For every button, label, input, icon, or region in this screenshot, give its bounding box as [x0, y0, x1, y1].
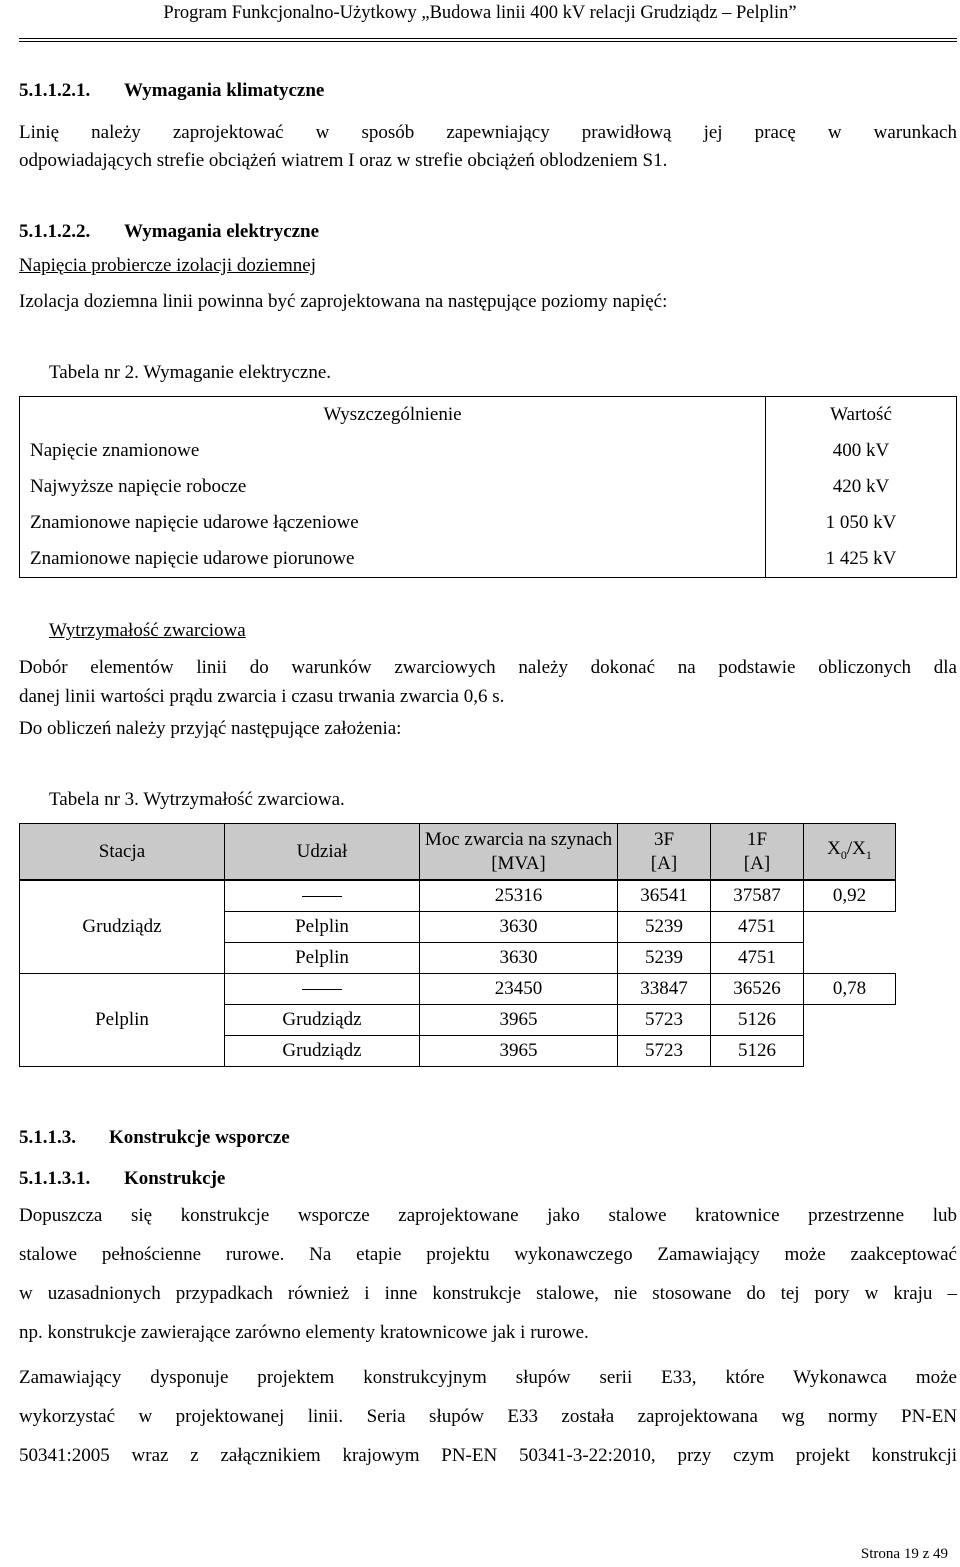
structures-p2-line-3: 50341:2005 wraz z załącznikiem krajowym PN-EN 50341-3-22:2010, przy czym projekt konstrukcji: [19, 1445, 957, 1466]
dash-mark: [302, 896, 342, 897]
share-cell: [225, 880, 420, 912]
ratio-cell: 0,92: [804, 880, 896, 912]
header-line: 3F: [653, 828, 675, 850]
table3-caption: Tabela nr 3. Wytrzymałość zwarciowa.: [49, 789, 345, 810]
row-value: 1 050 kV: [766, 505, 957, 541]
f1-cell: 36526: [711, 974, 804, 1005]
ratio-sub-0: 0: [840, 847, 847, 862]
section-heading-electric: [19, 221, 319, 243]
table2-caption: Tabela nr 2. Wymaganie elektryczne.: [49, 362, 332, 383]
header-unit: [A]: [650, 852, 678, 874]
empty-cell: [804, 1005, 896, 1036]
empty-cell: [804, 1036, 896, 1067]
table-row: [20, 433, 957, 469]
table-row: [20, 541, 957, 578]
column-header-3f: [618, 824, 711, 881]
header-line: Moc zwarcia na szynach: [424, 828, 613, 850]
ratio-x: X: [827, 837, 841, 859]
column-header-station: Stacja: [20, 824, 225, 881]
page-number: Strona 19 z 49: [860, 1546, 948, 1562]
f1-cell: 4751: [711, 943, 804, 974]
section-title: Konstrukcje wsporcze: [109, 1127, 290, 1148]
column-header-spec: Wyszczególnienie: [20, 397, 766, 434]
empty-cell: [804, 943, 896, 974]
row-value: 1 425 kV: [766, 541, 957, 578]
column-header-1f: [711, 824, 804, 881]
f1-cell: 5126: [711, 1005, 804, 1036]
share-cell: Pelplin: [225, 912, 420, 943]
column-header-value: Wartość: [766, 397, 957, 434]
section-title: Wymagania klimatyczne: [124, 80, 325, 101]
share-cell: Grudziądz: [225, 1036, 420, 1067]
electrical-requirements-table: [19, 396, 957, 578]
f1-cell: 5126: [711, 1036, 804, 1067]
page-header: Program Funkcjonalno-Użytkowy „Budowa linii 400 kV relacji Grudziądz – Pelplin”: [163, 3, 797, 23]
short-circuit-line-2: danej linii wartości prądu zwarcia i czasu trwania zwarcia 0,6 s.: [19, 686, 505, 707]
table-header-row: [20, 824, 896, 881]
subheading-test-voltages: Napięcia probiercze izolacji doziemnej: [19, 255, 316, 276]
structures-p2-line-2: wykorzystać w projektowanej linii. Seria słupów E33 została zaprojektowana wg normy PN-EN: [19, 1406, 957, 1427]
header-unit: [A]: [743, 852, 771, 874]
power-cell: 25316: [420, 880, 618, 912]
section-number: 5.1.1.2.2.: [19, 221, 91, 242]
ratio-cell: 0,78: [804, 974, 896, 1005]
share-cell: Grudziądz: [225, 1005, 420, 1036]
row-value: 420 kV: [766, 469, 957, 505]
short-circuit-line-1: Dobór elementów linii do warunków zwarciowych należy dokonać na podstawie obliczonych dla: [19, 657, 957, 678]
table-row: [20, 880, 896, 912]
climate-line-1: Linię należy zaprojektować w sposób zapewniający prawidłową jej pracę w warunkach: [19, 122, 957, 143]
structures-p1-line-3: w uzasadnionych przypadkach również i inne konstrukcje stalowe, nie stosowane do tej pory w kraju –: [19, 1283, 957, 1304]
row-label: Najwyższe napięcie robocze: [20, 469, 766, 505]
section-number: 5.1.1.3.1.: [19, 1168, 91, 1189]
power-cell: 3630: [420, 943, 618, 974]
section-title: Wymagania elektryczne: [124, 221, 320, 242]
f3-cell: 36541: [618, 880, 711, 912]
climate-line-2: odpowiadających strefie obciążeń wiatrem I oraz w strefie obciążeń oblodzeniem S1.: [19, 150, 668, 171]
header-unit: [MVA]: [491, 852, 546, 874]
share-cell: [225, 974, 420, 1005]
f3-cell: 5723: [618, 1005, 711, 1036]
dash-mark: [302, 989, 342, 990]
section-number: 5.1.1.2.1.: [19, 80, 91, 101]
structures-p1-line-2: stalowe pełnościenne rurowe. Na etapie projektu wykonawczego Zamawiający może zaakceptować: [19, 1244, 957, 1265]
section-heading-constructions: [19, 1168, 225, 1190]
power-cell: 3965: [420, 1036, 618, 1067]
ratio-x1: /X: [846, 837, 866, 859]
column-header-ratio: [804, 824, 896, 881]
table-row: [20, 974, 896, 1005]
column-header-power: [420, 824, 618, 881]
row-label: Napięcie znamionowe: [20, 433, 766, 469]
power-cell: 3965: [420, 1005, 618, 1036]
electric-intro: Izolacja doziemna linii powinna być zaprojektowana na następujące poziomy napięć:: [19, 291, 668, 312]
column-header-share: Udział: [225, 824, 420, 881]
share-cell: Pelplin: [225, 943, 420, 974]
table-row: [20, 505, 957, 541]
power-cell: 3630: [420, 912, 618, 943]
f1-cell: 37587: [711, 880, 804, 912]
section-heading-structures: [19, 1127, 290, 1149]
header-line: 1F: [746, 828, 768, 850]
row-label: Znamionowe napięcie udarowe łączeniowe: [20, 505, 766, 541]
f3-cell: 5723: [618, 1036, 711, 1067]
empty-cell: [804, 912, 896, 943]
f3-cell: 5239: [618, 943, 711, 974]
section-number: 5.1.1.3.: [19, 1127, 76, 1148]
short-circuit-line-3: Do obliczeń należy przyjąć następujące założenia:: [19, 718, 402, 739]
power-cell: 23450: [420, 974, 618, 1005]
row-label: Znamionowe napięcie udarowe piorunowe: [20, 541, 766, 578]
structures-p2-line-1: Zamawiający dysponuje projektem konstrukcyjnym słupów serii E33, które Wykonawca może: [19, 1367, 957, 1388]
f3-cell: 33847: [618, 974, 711, 1005]
header-rule: [19, 38, 957, 42]
section-title: Konstrukcje: [124, 1168, 226, 1189]
structures-p1-line-1: Dopuszcza się konstrukcje wsporcze zaprojektowane jako stalowe kratownice przestrzenne lub: [19, 1205, 957, 1226]
table-row: [20, 469, 957, 505]
station-cell: Grudziądz: [20, 880, 225, 974]
f1-cell: 4751: [711, 912, 804, 943]
station-cell: Pelplin: [20, 974, 225, 1067]
structures-p1-line-4: np. konstrukcje zawierające zarówno elementy kratownicowe jak i rurowe.: [19, 1322, 589, 1343]
row-value: 400 kV: [766, 433, 957, 469]
section-heading-climate: [19, 80, 324, 102]
ratio-sub-1: 1: [865, 847, 872, 862]
table-header-row: [20, 397, 957, 434]
subheading-short-circuit: Wytrzymałość zwarciowa: [49, 620, 246, 641]
short-circuit-table: [19, 823, 896, 1067]
f3-cell: 5239: [618, 912, 711, 943]
